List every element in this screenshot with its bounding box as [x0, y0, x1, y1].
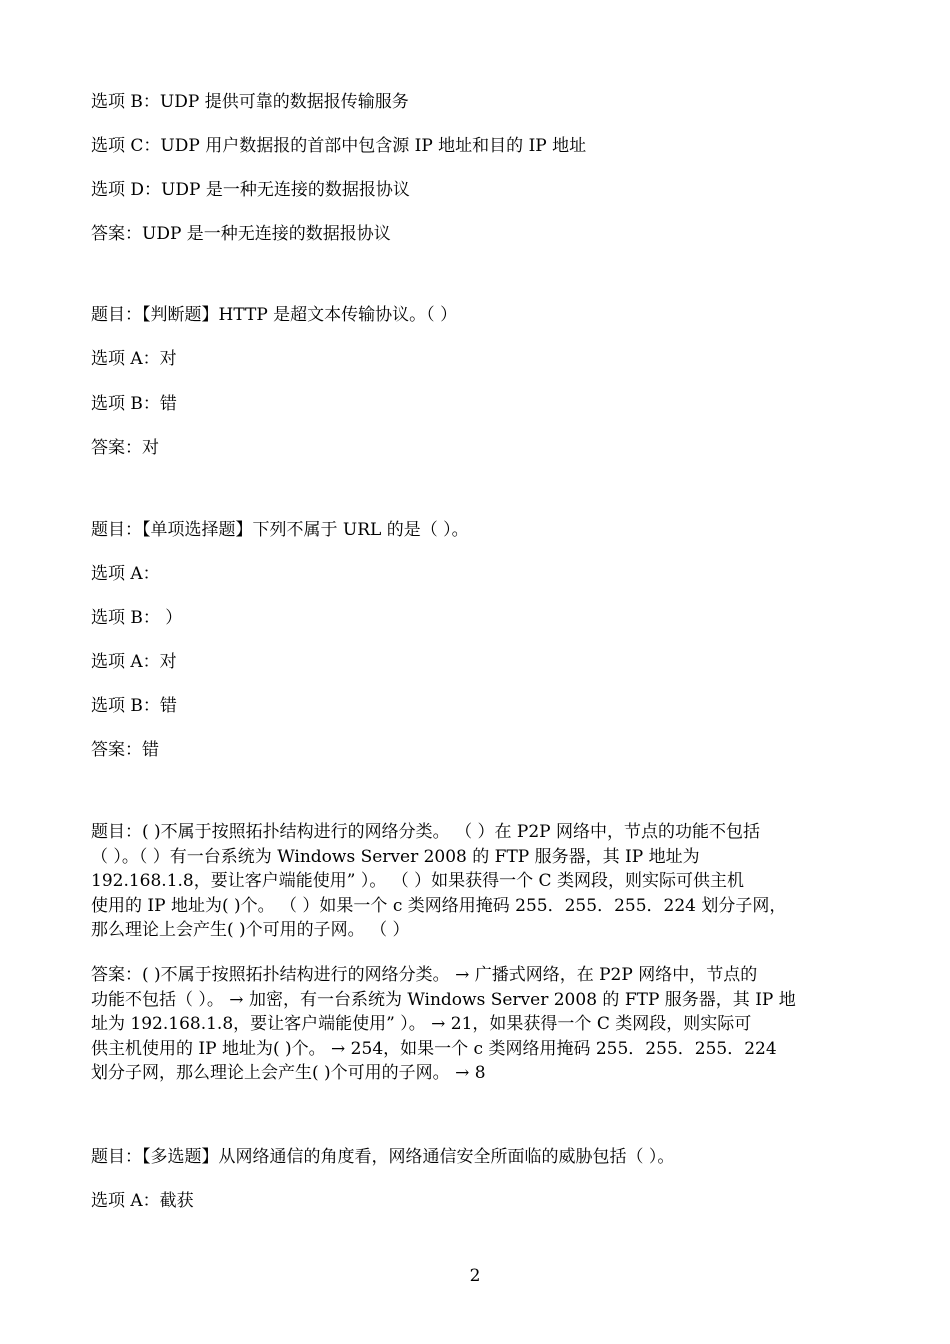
question-multi-line: 192.168.1.8，要让客户端能使用” ）。 （ ）如果获得一个 C 类网段，则实际可供主机: [91, 871, 744, 891]
answer-multi-line: 供主机使用的 IP 地址为( )个。 → 254，如果一个 c 类网络用掩码 255．255．255．224: [91, 1038, 777, 1059]
answer-multi-line: 址为 192.168.1.8，要让客户端能使用” ）。 → 21，如果获得一个 C 类网段，则实际可: [91, 1014, 752, 1034]
question-security: 题目：【多选题】从网络通信的角度看，网络通信安全所面临的威胁包括（ ）。: [91, 1147, 675, 1167]
option-a-http: 选项 A：对: [91, 349, 177, 369]
option-d-udp: 选项 D：UDP 是一种无连接的数据报协议: [91, 180, 410, 200]
question-multi-line: 那么理论上会产生( )个可用的子网。 （ ）: [91, 920, 410, 940]
question-multi-line: 使用的 IP 地址为( )个。 （ ）如果一个 c 类网络用掩码 255．255．255．224 划分子网，: [91, 895, 787, 916]
question-multi-line: （ ）。（ ）有一台系统为 Windows Server 2008 的 FTP 服务器，其 IP 地址为: [91, 846, 700, 867]
answer-udp: 答案：UDP 是一种无连接的数据报协议: [91, 224, 391, 244]
answer-multi-line: 答案：( )不属于按照拓扑结构进行的网络分类。 → 广播式网络，在 P2P 网络中，节点的: [91, 965, 758, 985]
answer-network-multi: [91, 963, 866, 1086]
answer-multi-line: 划分子网，那么理论上会产生( )个可用的子网。 → 8: [91, 1063, 486, 1083]
option-b-url: 选项 B： ）: [91, 608, 183, 628]
option-a-url-2: 选项 A：对: [91, 652, 177, 672]
option-c-udp: 选项 C：UDP 用户数据报的首部中包含源 IP 地址和目的 IP 地址: [91, 136, 587, 156]
question-http: 题目：【判断题】HTTP 是超文本传输协议。（ ）: [91, 305, 458, 325]
page-number: 2: [469, 1266, 481, 1286]
option-b-http: 选项 B：错: [91, 394, 177, 414]
answer-multi-line: 功能不包括（ ）。 → 加密，有一台系统为 Windows Server 2008 的 FTP 服务器，其 IP 地: [91, 989, 796, 1010]
answer-http: 答案：对: [91, 438, 159, 458]
option-b-udp: 选项 B：UDP 提供可靠的数据报传输服务: [91, 92, 409, 112]
answer-url: 答案：错: [91, 740, 159, 760]
option-a-security: 选项 A：截获: [91, 1191, 194, 1211]
question-network-multi: [91, 820, 866, 943]
option-a-url: 选项 A：: [91, 564, 160, 584]
option-b-url-2: 选项 B：错: [91, 696, 177, 716]
question-multi-line: 题目：( )不属于按照拓扑结构进行的网络分类。 （ ）在 P2P 网络中，节点的功能不包括: [91, 822, 760, 842]
question-url: 题目：【单项选择题】下列不属于 URL 的是（ ）。: [91, 520, 469, 540]
